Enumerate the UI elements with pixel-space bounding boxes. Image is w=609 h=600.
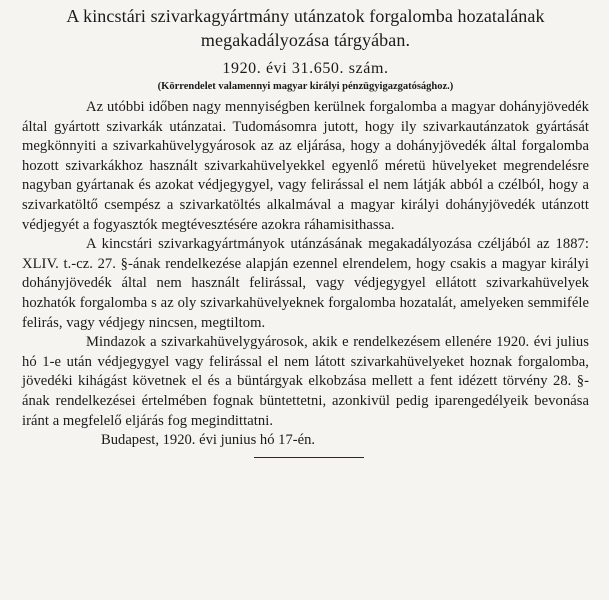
paragraph-2: A kincstári szivarkagyártmányok utánzásának megakadályozása czéljából az 1887: XLIV. t.-cz. 27. §-ának rendelkezése alapján ezennel elrendelem, hogy csakis a magyar királyi dohányjövedék által nem használt felirással, vagy védjegygyel ellátott szivarkahüvelyek hozhatók forgalomba s az oly szivarkahüvelyeknek forgalomba hozatalát, amelyeken semmiféle felirás, vagy védjegy nincsen, megtiltom. [22,236,589,331]
paragraph-3: Mindazok a szivarkahüvelygyárosok, akik e rendelkezésem ellenére 1920. évi julius hó 1-e után védjegygyel vagy felirással el nem látott szivarkahüvelyeket hoznak forgalomba, jövedéki kihágást követnek el és a büntárgyak elkobzása mellett a fent idézett törvény 28. §-ának rendelkezései értelmében fognak büntettetni, azonkivül pedig iparengedélyeik bevonása iránt a megfelelő eljárás fog megindittatni. [22,334,589,429]
paragraph-1: Az utóbbi időben nagy mennyiségben kerülnek forgalomba a magyar dohányjövedék által gyártott szivarkák utánzatai. Tudomásomra jutott, hogy ily szivarkautánzatok gyártását megkönnyiti a szivarkahüvelygyárosok az az eljárása, hogy a dohányjövedék által forgalomba hozott szivarkákhoz használt szivarkahüvelyekkel egyenlő méretü hüvelyeket megrendelésre nagyban gyártanak és azokat védjegygyel, vagy felirással el nem látják abból a czélból, hogy a szivarkatöltő csempész a szivarkatöltés alkalmával a magyar királyi dohányjövedék utánzott védjegyét a fogyasztók megtévesztésére azokra ráhamisithassa. [22,99,589,233]
document-title: A kincstári szivarkagyártmány utánzatok forgalomba hozatalának megakadályozása tárgyában. [66,6,545,50]
closing-rule [254,457,364,458]
addressee-note: (Körrendelet valamennyi magyar királyi pénzügyigazgatósághoz.) [157,81,454,92]
closing-line: Budapest, 1920. évi junius hó 17-én. [101,432,316,449]
decree-number: 1920. évi 31.650. szám. [222,60,389,77]
